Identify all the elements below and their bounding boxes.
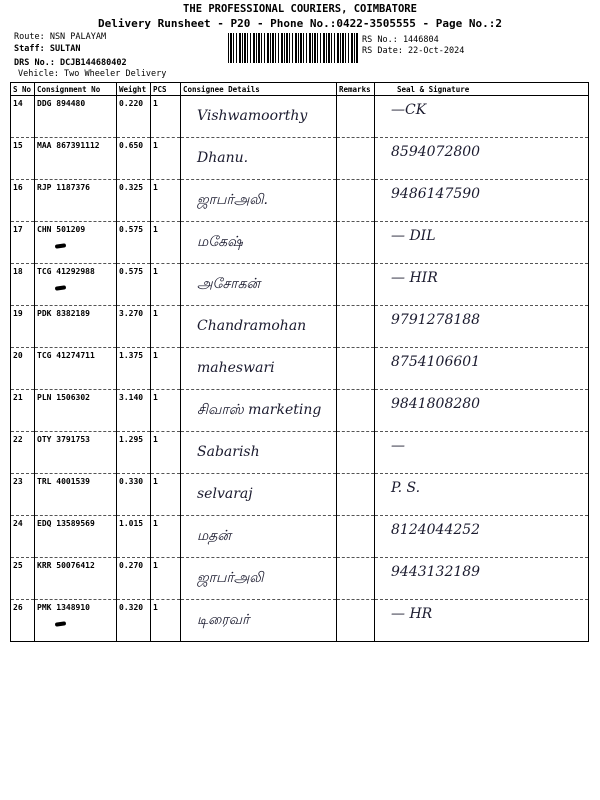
row-seal-signature (375, 138, 589, 180)
row-consignment-no (35, 432, 117, 474)
header-remarks: Remarks (337, 83, 375, 96)
row-pcs: 1 (151, 390, 181, 432)
row-consignment-no (35, 306, 117, 348)
consignment-no-text: EDQ 13589569 (37, 519, 95, 528)
header-sno: S No (11, 83, 35, 96)
row-weight: 1.375 (117, 348, 151, 390)
row-consignee (181, 306, 337, 348)
row-remarks (337, 264, 375, 306)
row-weight: 0.330 (117, 474, 151, 516)
rs-date: RS Date: 22-Oct-2024 (362, 46, 465, 56)
consignment-no-text: TCG 41292988 (37, 267, 95, 276)
row-pcs: 1 (151, 138, 181, 180)
row-remarks (337, 516, 375, 558)
barcode (228, 33, 358, 63)
signature-handwriting: 8754106601 (391, 354, 481, 370)
row-remarks (337, 600, 375, 642)
row-seal-signature (375, 222, 589, 264)
row-consignment-no (35, 474, 117, 516)
row-consignment-no (35, 516, 117, 558)
row-weight: 0.220 (117, 96, 151, 138)
consignee-handwriting: மதன் (197, 528, 231, 544)
table-header-row (11, 83, 589, 96)
signature-handwriting: — HIR (391, 270, 438, 286)
table-row (11, 516, 589, 558)
row-consignment-no (35, 600, 117, 642)
row-weight: 1.295 (117, 432, 151, 474)
staff-label: Staff: SULTAN (14, 44, 81, 54)
row-remarks (337, 390, 375, 432)
row-pcs: 1 (151, 600, 181, 642)
consignee-handwriting: Dhanu. (197, 150, 249, 166)
row-pcs: 1 (151, 432, 181, 474)
row-consignee (181, 96, 337, 138)
row-sno: 15 (11, 138, 35, 180)
row-seal-signature (375, 348, 589, 390)
row-sno: 14 (11, 96, 35, 138)
row-weight: 0.320 (117, 600, 151, 642)
row-weight: 0.270 (117, 558, 151, 600)
row-remarks (337, 138, 375, 180)
consignee-handwriting: Vishwamoorthy (197, 108, 308, 124)
header-consignment: Consignment No (35, 83, 117, 96)
row-pcs: 1 (151, 180, 181, 222)
row-consignment-no (35, 558, 117, 600)
row-consignee (181, 348, 337, 390)
consignee-handwriting: ஜாபர்அலி. (197, 192, 268, 208)
consignment-no-text: PMK 1348910 (37, 603, 90, 612)
row-weight: 0.325 (117, 180, 151, 222)
row-seal-signature (375, 474, 589, 516)
header-seal-signature: Seal & Signature (375, 83, 589, 96)
row-weight: 0.575 (117, 264, 151, 306)
consignment-no-text: DDG 894480 (37, 99, 86, 108)
signature-handwriting: P. S. (391, 480, 421, 496)
consignee-handwriting: டிரைவர் (197, 612, 250, 628)
consignee-handwriting: maheswari (197, 360, 275, 376)
row-consignment-no (35, 180, 117, 222)
table-row (11, 558, 589, 600)
row-sno: 16 (11, 180, 35, 222)
row-remarks (337, 96, 375, 138)
row-remarks (337, 222, 375, 264)
drs-label: DRS No.: DCJB144680402 (14, 58, 127, 68)
row-seal-signature (375, 180, 589, 222)
table-row (11, 348, 589, 390)
table-row (11, 138, 589, 180)
row-sno: 24 (11, 516, 35, 558)
consignee-handwriting: selvaraj (197, 486, 253, 502)
row-consignee (181, 180, 337, 222)
row-consignee (181, 558, 337, 600)
row-remarks (337, 558, 375, 600)
consignee-handwriting: ஜாபர்அலி (197, 570, 264, 586)
table-row (11, 600, 589, 642)
row-weight: 1.015 (117, 516, 151, 558)
consignee-handwriting: மகேஷ் (197, 234, 243, 250)
runsheet-table (10, 82, 589, 642)
row-consignment-no (35, 138, 117, 180)
row-remarks (337, 180, 375, 222)
consignment-no-text: KRR 50076412 (37, 561, 95, 570)
row-seal-signature (375, 558, 589, 600)
row-weight: 0.575 (117, 222, 151, 264)
row-remarks (337, 348, 375, 390)
signature-handwriting: — HR (391, 606, 433, 622)
consignee-handwriting: அசோகன் (197, 276, 261, 292)
signature-handwriting: 8124044252 (391, 522, 481, 538)
row-pcs: 1 (151, 474, 181, 516)
row-pcs: 1 (151, 222, 181, 264)
company-title: THE PROFESSIONAL COURIERS, COIMBATORE (183, 3, 417, 15)
consignee-handwriting: Sabarish (197, 444, 260, 460)
signature-handwriting: — DIL (391, 228, 436, 244)
table-row (11, 222, 589, 264)
row-seal-signature (375, 264, 589, 306)
table-row (11, 306, 589, 348)
consignee-handwriting: Chandramohan (197, 318, 307, 334)
signature-handwriting: — (391, 438, 405, 454)
consignment-no-text: PDK 8382189 (37, 309, 90, 318)
signature-handwriting: 9841808280 (391, 396, 481, 412)
consignment-no-text: OTY 3791753 (37, 435, 90, 444)
header-consignee: Consignee Details (181, 83, 337, 96)
header-weight: Weight (117, 83, 151, 96)
row-consignee (181, 264, 337, 306)
row-sno: 25 (11, 558, 35, 600)
signature-handwriting: 8594072800 (391, 144, 481, 160)
ink-mark (55, 243, 66, 248)
header-pcs: PCS (151, 83, 181, 96)
row-remarks (337, 432, 375, 474)
row-pcs: 1 (151, 96, 181, 138)
consignee-handwriting: சிவாஸ் marketing (197, 402, 322, 418)
row-pcs: 1 (151, 516, 181, 558)
row-pcs: 1 (151, 306, 181, 348)
signature-handwriting: 9791278188 (391, 312, 481, 328)
runsheet-subtitle: Delivery Runsheet - P20 - Phone No.:0422-3505555 - Page No.:2 (98, 17, 502, 30)
consignment-no-text: RJP 1187376 (37, 183, 90, 192)
row-consignee (181, 138, 337, 180)
row-pcs: 1 (151, 348, 181, 390)
row-weight: 3.140 (117, 390, 151, 432)
consignment-no-text: PLN 1506302 (37, 393, 90, 402)
table-row (11, 180, 589, 222)
signature-handwriting: 9486147590 (391, 186, 481, 202)
signature-handwriting: —CK (391, 102, 427, 118)
ink-mark (55, 285, 66, 290)
row-consignment-no (35, 348, 117, 390)
row-sno: 17 (11, 222, 35, 264)
row-seal-signature (375, 516, 589, 558)
row-consignee (181, 432, 337, 474)
row-weight: 0.650 (117, 138, 151, 180)
row-consignment-no (35, 264, 117, 306)
row-sno: 19 (11, 306, 35, 348)
row-consignee (181, 222, 337, 264)
consignment-no-text: MAA 867391112 (37, 141, 100, 150)
row-consignee (181, 390, 337, 432)
row-seal-signature (375, 432, 589, 474)
row-seal-signature (375, 390, 589, 432)
row-consignment-no (35, 390, 117, 432)
row-consignment-no (35, 96, 117, 138)
consignment-no-text: CHN 501209 (37, 225, 86, 234)
row-sno: 23 (11, 474, 35, 516)
consignment-no-text: TRL 4001539 (37, 477, 90, 486)
row-sno: 26 (11, 600, 35, 642)
row-seal-signature (375, 96, 589, 138)
table-row (11, 96, 589, 138)
row-pcs: 1 (151, 558, 181, 600)
vehicle-label: Vehicle: Two Wheeler Delivery (18, 69, 167, 79)
row-pcs: 1 (151, 264, 181, 306)
row-consignee (181, 474, 337, 516)
row-remarks (337, 474, 375, 516)
row-sno: 20 (11, 348, 35, 390)
row-consignee (181, 516, 337, 558)
row-remarks (337, 306, 375, 348)
consignment-no-text: TCG 41274711 (37, 351, 95, 360)
row-sno: 21 (11, 390, 35, 432)
row-seal-signature (375, 600, 589, 642)
row-consignment-no (35, 222, 117, 264)
row-weight: 3.270 (117, 306, 151, 348)
row-sno: 18 (11, 264, 35, 306)
row-consignee (181, 600, 337, 642)
signature-handwriting: 9443132189 (391, 564, 481, 580)
table-row (11, 264, 589, 306)
ink-mark (55, 621, 66, 626)
table-row (11, 474, 589, 516)
row-seal-signature (375, 306, 589, 348)
rs-number: RS No.: 1446804 (362, 35, 439, 45)
table-row (11, 432, 589, 474)
row-sno: 22 (11, 432, 35, 474)
route-label: Route: NSN PALAYAM (14, 32, 107, 42)
table-row (11, 390, 589, 432)
